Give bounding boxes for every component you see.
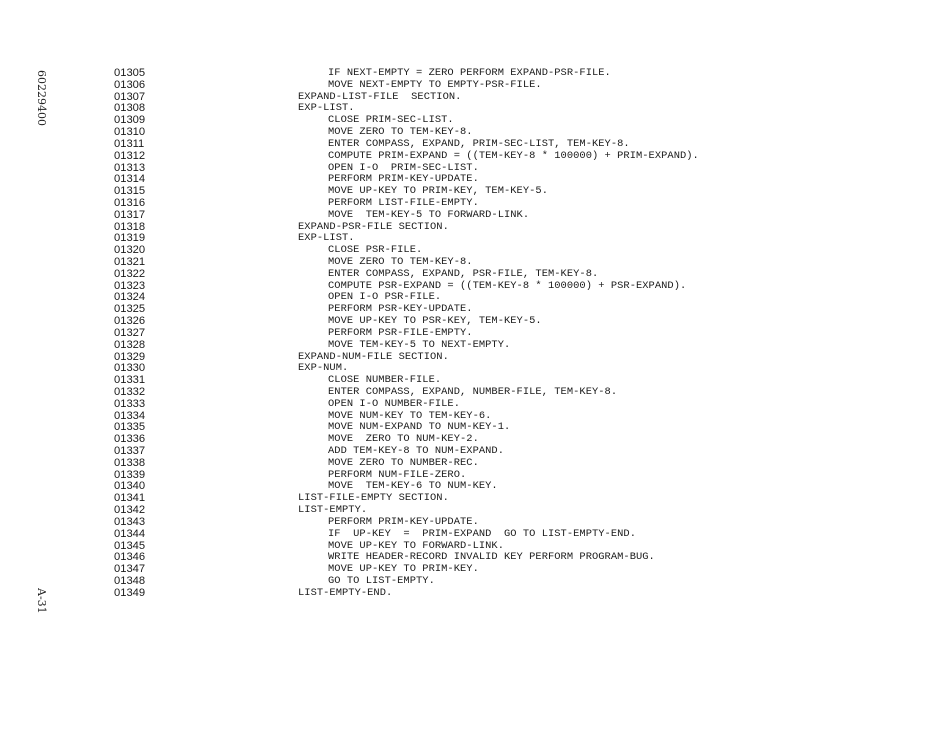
code-text: CLOSE PSR-FILE. xyxy=(328,244,423,257)
code-text: MOVE UP-KEY TO FORWARD-LINK. xyxy=(328,539,504,552)
line-number: 01308 xyxy=(114,102,146,115)
code-text: OPEN I-O PRIM-SEC-LIST. xyxy=(328,161,479,174)
code-line xyxy=(0,469,950,481)
line-number: 01333 xyxy=(114,397,146,410)
code-text: IF NEXT-EMPTY = ZERO PERFORM EXPAND-PSR-FILE. xyxy=(328,67,611,79)
code-text: EXPAND-PSR-FILE SECTION. xyxy=(298,220,449,233)
code-line xyxy=(0,91,950,103)
code-line xyxy=(0,421,950,433)
line-number: 01315 xyxy=(114,185,146,198)
code-line xyxy=(0,528,950,540)
code-line xyxy=(0,244,950,256)
document-id: 60229400 xyxy=(35,70,48,126)
line-number: 01349 xyxy=(114,586,146,599)
code-text: WRITE HEADER-RECORD INVALID KEY PERFORM PROGRAM-BUG. xyxy=(328,551,655,564)
line-number: 01329 xyxy=(114,350,146,363)
code-line xyxy=(0,587,950,599)
code-line xyxy=(0,315,950,327)
code-line xyxy=(0,256,950,268)
line-number: 01327 xyxy=(114,326,146,339)
code-line xyxy=(0,480,950,492)
code-text: MOVE ZERO TO TEM-KEY-8. xyxy=(328,256,473,268)
code-line xyxy=(0,221,950,233)
code-line xyxy=(0,516,950,528)
code-text: EXP-LIST. xyxy=(298,102,355,115)
line-number: 01316 xyxy=(114,196,146,209)
code-line xyxy=(0,79,950,91)
line-number: 01319 xyxy=(114,232,146,245)
code-line xyxy=(0,457,950,469)
code-text: MOVE NUM-KEY TO TEM-KEY-6. xyxy=(328,409,492,422)
code-line xyxy=(0,291,950,303)
code-line xyxy=(0,339,950,351)
code-text: CLOSE PRIM-SEC-LIST. xyxy=(328,114,454,127)
code-line xyxy=(0,280,950,292)
line-number: 01345 xyxy=(114,539,146,552)
code-text: PERFORM PSR-FILE-EMPTY. xyxy=(328,326,473,339)
line-number: 01318 xyxy=(114,220,146,233)
code-line xyxy=(0,138,950,150)
code-line xyxy=(0,185,950,197)
line-number: 01330 xyxy=(114,362,146,375)
line-number: 01340 xyxy=(114,480,146,493)
code-text: ENTER COMPASS, EXPAND, PSR-FILE, TEM-KEY-8. xyxy=(328,267,599,280)
line-number: 01325 xyxy=(114,303,146,316)
line-number: 01332 xyxy=(114,385,146,398)
line-number: 01339 xyxy=(114,468,146,481)
code-line xyxy=(0,374,950,386)
code-line xyxy=(0,126,950,138)
line-number: 01320 xyxy=(114,244,146,257)
code-line xyxy=(0,504,950,516)
line-number: 01324 xyxy=(114,291,146,304)
code-text: LIST-EMPTY. xyxy=(298,504,368,517)
code-text: MOVE TEM-KEY-6 TO NUM-KEY. xyxy=(328,480,498,493)
code-listing xyxy=(0,67,950,599)
line-number: 01317 xyxy=(114,208,146,221)
code-text: MOVE ZERO TO TEM-KEY-8. xyxy=(328,126,473,139)
code-text: MOVE ZERO TO NUMBER-REC. xyxy=(328,456,479,469)
code-text: EXPAND-LIST-FILE SECTION. xyxy=(298,90,462,103)
code-line xyxy=(0,67,950,79)
code-text: PERFORM PRIM-KEY-UPDATE. xyxy=(328,515,479,528)
line-number: 01334 xyxy=(114,409,146,422)
line-number: 01321 xyxy=(114,256,146,268)
code-text: COMPUTE PSR-EXPAND = ((TEM-KEY-8 * 100000) + PSR-EXPAND). xyxy=(328,279,687,292)
code-text: MOVE NEXT-EMPTY TO EMPTY-PSR-FILE. xyxy=(328,78,542,91)
line-number: 01310 xyxy=(114,126,146,139)
line-number: 01323 xyxy=(114,279,146,292)
code-line xyxy=(0,433,950,445)
code-text: MOVE ZERO TO NUM-KEY-2. xyxy=(328,433,479,446)
code-text: OPEN I-O NUMBER-FILE. xyxy=(328,397,460,410)
line-number: 01342 xyxy=(114,504,146,517)
code-line xyxy=(0,410,950,422)
line-number: 01331 xyxy=(114,374,146,387)
code-line xyxy=(0,327,950,339)
line-number: 01326 xyxy=(114,315,146,328)
line-number: 01344 xyxy=(114,527,146,540)
code-text: CLOSE NUMBER-FILE. xyxy=(328,374,442,387)
code-text: MOVE NUM-EXPAND TO NUM-KEY-1. xyxy=(328,421,511,434)
code-line xyxy=(0,114,950,126)
line-number: 01313 xyxy=(114,161,146,174)
code-line xyxy=(0,150,950,162)
code-text: LIST-FILE-EMPTY SECTION. xyxy=(298,492,449,505)
code-line xyxy=(0,162,950,174)
code-line xyxy=(0,386,950,398)
code-text: ENTER COMPASS, EXPAND, NUMBER-FILE, TEM-KEY-8. xyxy=(328,385,618,398)
line-number: 01309 xyxy=(114,114,146,127)
code-line xyxy=(0,209,950,221)
line-number: 01314 xyxy=(114,173,146,186)
code-line xyxy=(0,540,950,552)
line-number: 01336 xyxy=(114,433,146,446)
code-text: ENTER COMPASS, EXPAND, PRIM-SEC-LIST, TEM-KEY-8. xyxy=(328,137,630,150)
code-line xyxy=(0,563,950,575)
code-text: ADD TEM-KEY-8 TO NUM-EXPAND. xyxy=(328,445,504,457)
code-line xyxy=(0,303,950,315)
line-number: 01347 xyxy=(114,563,146,576)
code-text: IF UP-KEY = PRIM-EXPAND GO TO LIST-EMPTY-END. xyxy=(328,527,636,540)
line-number: 01335 xyxy=(114,421,146,434)
code-text: PERFORM PRIM-KEY-UPDATE. xyxy=(328,173,479,186)
code-text: EXP-LIST. xyxy=(298,232,355,245)
code-line xyxy=(0,102,950,114)
line-number: 01307 xyxy=(114,90,146,103)
line-number: 01337 xyxy=(114,445,146,457)
code-text: MOVE UP-KEY TO PSR-KEY, TEM-KEY-5. xyxy=(328,315,542,328)
line-number: 01328 xyxy=(114,338,146,351)
code-text: GO TO LIST-EMPTY. xyxy=(328,574,435,587)
code-line xyxy=(0,362,950,374)
code-text: EXPAND-NUM-FILE SECTION. xyxy=(298,350,449,363)
code-line xyxy=(0,575,950,587)
line-number: 01322 xyxy=(114,267,146,280)
code-text: PERFORM PSR-KEY-UPDATE. xyxy=(328,303,473,316)
code-line xyxy=(0,492,950,504)
line-number: 01311 xyxy=(114,137,145,150)
code-text: MOVE UP-KEY TO PRIM-KEY. xyxy=(328,563,479,576)
code-text: MOVE UP-KEY TO PRIM-KEY, TEM-KEY-5. xyxy=(328,185,548,198)
code-line xyxy=(0,173,950,185)
code-text: LIST-EMPTY-END. xyxy=(298,586,393,599)
code-line xyxy=(0,551,950,563)
code-line xyxy=(0,351,950,363)
code-text: PERFORM NUM-FILE-ZERO. xyxy=(328,468,467,481)
line-number: 01312 xyxy=(114,149,146,162)
code-text: MOVE TEM-KEY-5 TO FORWARD-LINK. xyxy=(328,208,530,221)
page-number: A-31 xyxy=(35,588,48,614)
line-number: 01343 xyxy=(114,515,146,528)
line-number: 01338 xyxy=(114,456,146,469)
line-number: 01305 xyxy=(114,67,146,79)
line-number: 01341 xyxy=(114,492,146,505)
line-number: 01348 xyxy=(114,574,146,587)
code-line xyxy=(0,445,950,457)
code-line xyxy=(0,232,950,244)
code-line xyxy=(0,197,950,209)
code-text: OPEN I-O PSR-FILE. xyxy=(328,291,442,304)
line-number: 01306 xyxy=(114,78,146,91)
code-line xyxy=(0,268,950,280)
code-text: EXP-NUM. xyxy=(298,362,349,375)
code-text: PERFORM LIST-FILE-EMPTY. xyxy=(328,196,479,209)
code-text: COMPUTE PRIM-EXPAND = ((TEM-KEY-8 * 100000) + PRIM-EXPAND). xyxy=(328,149,699,162)
line-number: 01346 xyxy=(114,551,146,564)
code-text: MOVE TEM-KEY-5 TO NEXT-EMPTY. xyxy=(328,338,511,351)
code-line xyxy=(0,398,950,410)
